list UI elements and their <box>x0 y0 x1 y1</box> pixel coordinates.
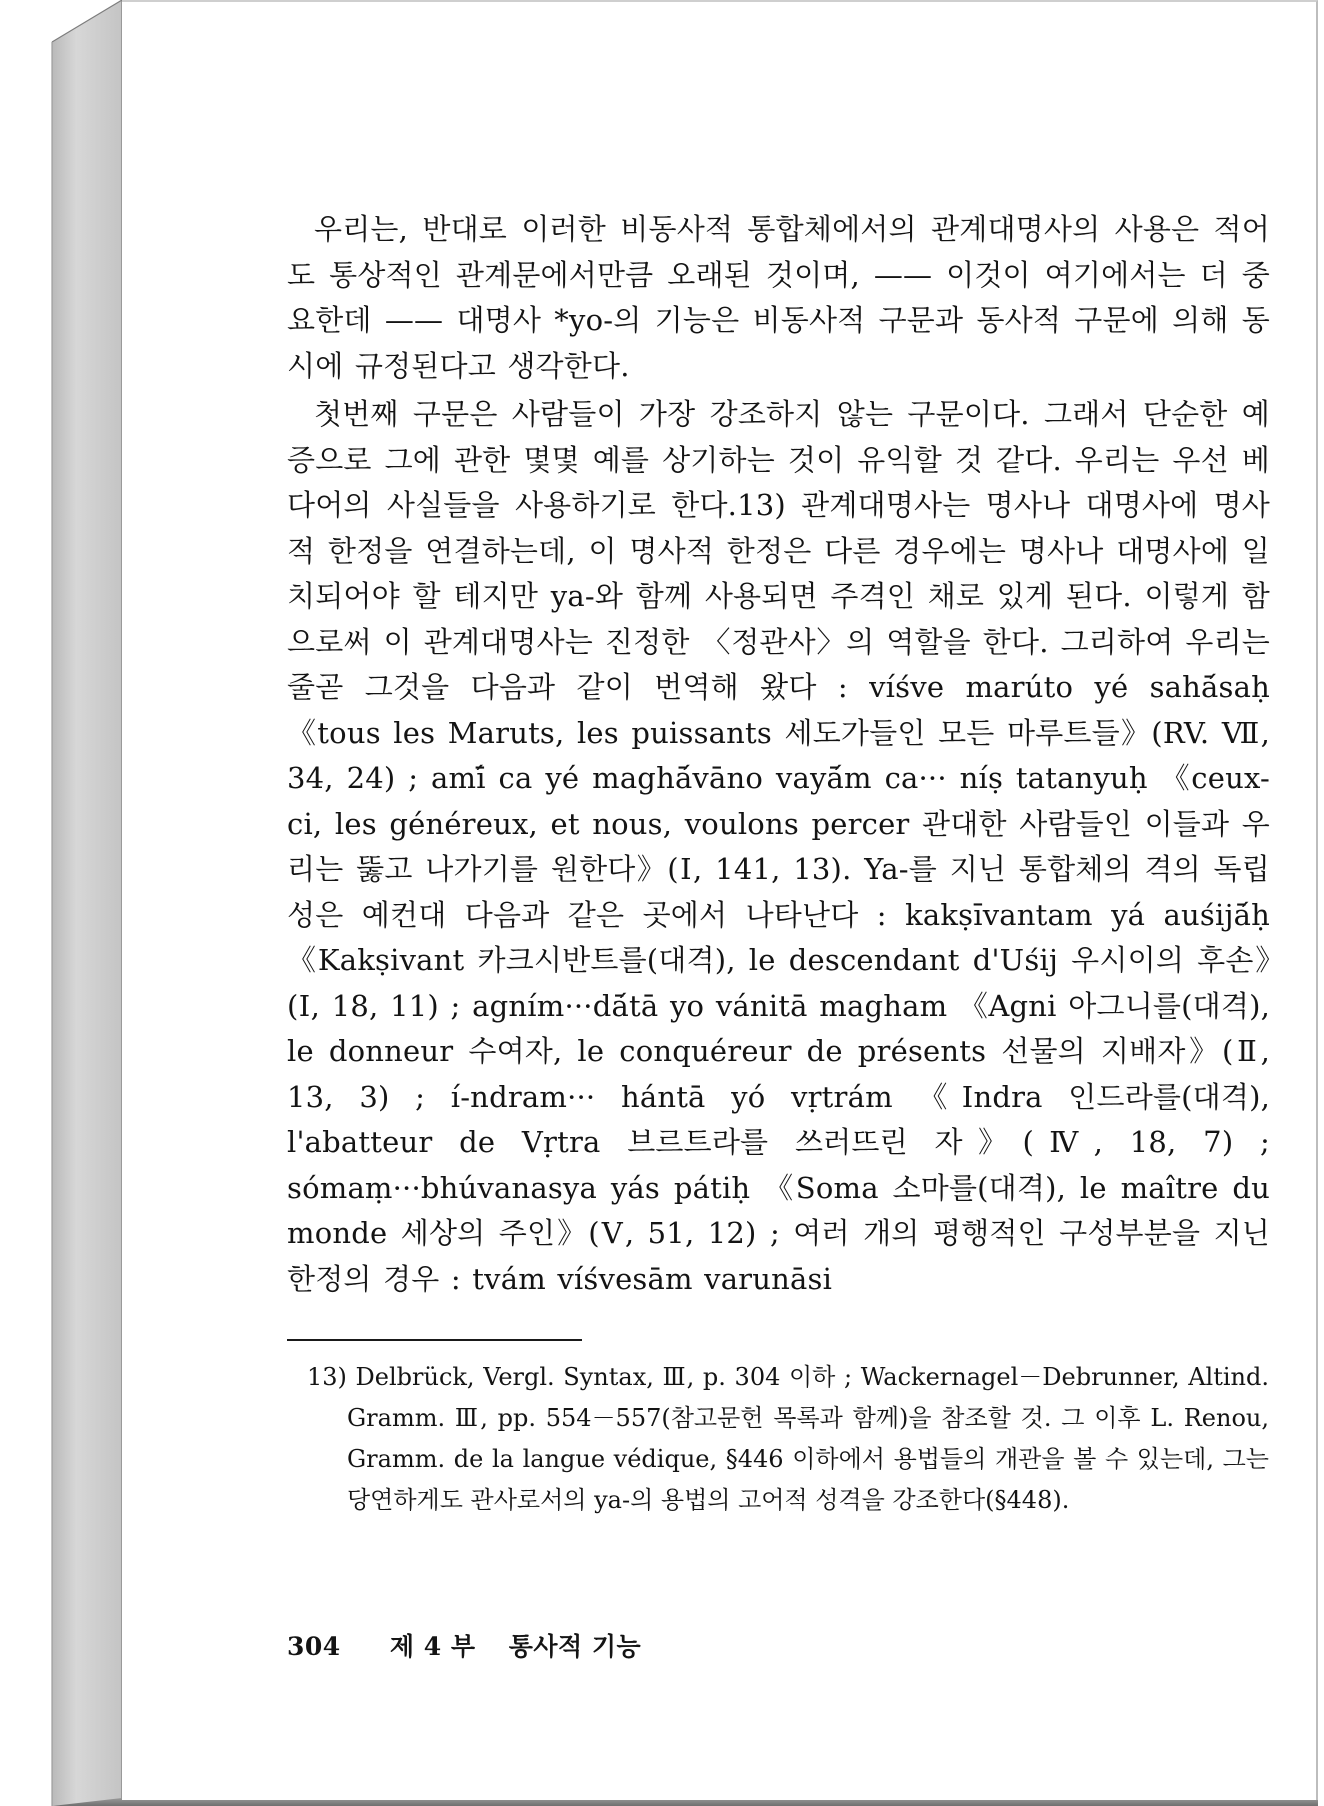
paragraph-1: 우리는, 반대로 이러한 비동사적 통합체에서의 관계대명사의 사용은 적어도 통상적인 관계문에서만큼 오래된 것이며, —— 이것이 여기에서는 더 중요한데 —— 대명사 *yo-의 기능은 비동사적 구문과 동사적 구문에 의해 동시에 규정된다고 생각한다. <box>287 212 1270 383</box>
running-head-section: 통사적 기능 <box>508 1632 642 1661</box>
running-head-part: 제 4 부 <box>389 1632 476 1661</box>
page-footer <box>287 1627 641 1663</box>
footnote-13: 13) Delbrück, Vergl. Syntax, Ⅲ, p. 304 이하 ; Wackernagel－Debrunner, Altind. Gramm. Ⅲ, pp. 554－557(참고문헌 목록과 함께)을 참조할 것. 그 이후 L. Renou, Gramm. de la langue védique, §446 이하에서 용법들의 개관을 볼 수 있는데, 그는 당연하게도 관사로서의 ya-의 용법의 고어적 성격을 강조한다(§448). <box>307 1363 1269 1514</box>
paragraph-2: 첫번째 구문은 사람들이 가장 강조하지 않는 구문이다. 그래서 단순한 예증으로 그에 관한 몇몇 예를 상기하는 것이 유익할 것 같다. 우리는 우선 베다어의 사실들을 사용하기로 한다.13) 관계대명사는 명사나 대명사에 명사적 한정을 연결하는데, 이 명사적 한정은 다른 경우에는 명사나 대명사에 일치되어야 할 테지만 ya-와 함께 사용되면 주격인 채로 있게 된다. 이렇게 함으로써 이 관계대명사는 진정한 〈정관사〉의 역할을 한다. 그리하여 우리는 줄곧 그것을 다음과 같이 번역해 왔다 : víśve marúto yé sahā́saḥ 《tous les Maruts, les puissants 세도가들인 모든 마루트들》(RV. Ⅶ, 34, 24) ; amī́ ca yé maghā́vāno vayā́m ca··· nı́ṣ tatanyuḥ 《ceux-ci, les généreux, et nous, voulons percer 관대한 사람들인 이들과 우리는 뚫고 나가기를 원한다》(Ⅰ, 141, 13). Ya-를 지닌 통합체의 격의 독립성은 예컨대 다음과 같은 곳에서 나타난다 : kakṣı̄vantam yá auśijā́ḥ 《Kakṣivant 카크시반트를(대격), le descendant d'Uśij 우시이의 후손》(Ⅰ, 18, 11) ; agním···dā́tā yo vánitā magham 《Agni 아그니를(대격), le donneur 수여자, le conquéreur de présents 선물의 지배자》(Ⅱ, 13, 3) ; í-ndram··· hántā yó vṛtrám 《Indra 인드라를(대격), l'abatteur de Vṛtra 브르트라를 쓰러뜨린 자》(Ⅳ, 18, 7) ; sómaṃ···bhúvanasya yás pátiḥ 《Soma 소마를(대격), le maître du monde 세상의 주인》(Ⅴ, 51, 12) ; 여러 개의 평행적인 구성부분을 지닌 한정의 경우 : tvám víśvesām varunāsi <box>287 397 1270 1296</box>
footnote-rule <box>287 1339 582 1341</box>
page-content <box>287 207 1270 1661</box>
book-spine <box>52 0 122 1806</box>
page-number: 304 <box>287 1632 341 1661</box>
book-page <box>122 0 1318 1800</box>
